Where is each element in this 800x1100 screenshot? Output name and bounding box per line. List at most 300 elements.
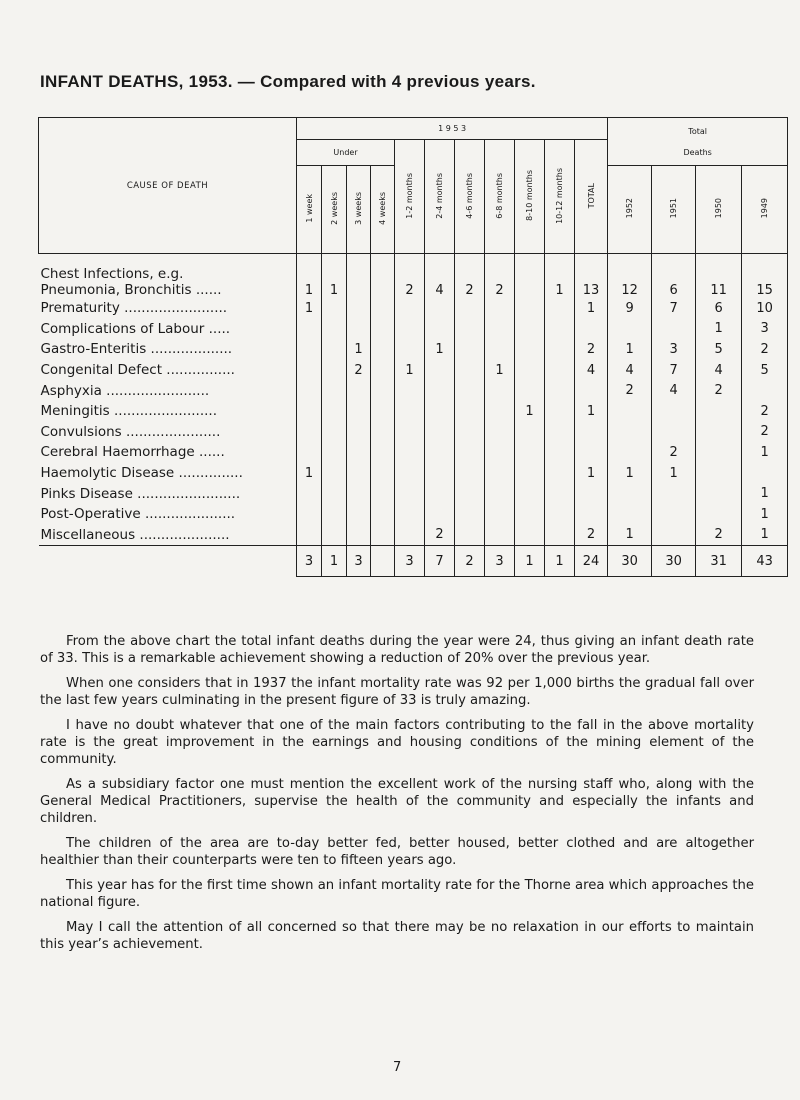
col-header xyxy=(575,140,608,254)
value-cell: 11 xyxy=(696,254,742,299)
value-cell xyxy=(515,442,545,463)
value-cell xyxy=(545,319,575,340)
col-header xyxy=(545,140,575,254)
value-cell xyxy=(575,483,608,504)
value-cell xyxy=(322,504,347,525)
col-header xyxy=(297,166,322,254)
col-header-label: 4-6 months xyxy=(465,172,474,219)
value-cell xyxy=(485,401,515,422)
value-cell xyxy=(545,380,575,401)
col-header-label: 1-2 months xyxy=(405,172,414,219)
col-header-label: 1950 xyxy=(714,198,724,219)
value-cell xyxy=(425,442,455,463)
value-cell xyxy=(545,401,575,422)
col-header xyxy=(652,166,696,254)
value-cell: 4 xyxy=(575,360,608,381)
value-cell: 1 xyxy=(575,401,608,422)
value-cell xyxy=(371,422,395,443)
cause-label: Chest Infections, e.g. xyxy=(40,266,184,282)
value-cell xyxy=(395,401,425,422)
value-cell xyxy=(395,442,425,463)
value-cell xyxy=(608,401,652,422)
cause-label: Convulsions ...................... xyxy=(40,423,221,440)
value-cell xyxy=(371,298,395,319)
total-header-line1: Total xyxy=(688,126,707,136)
value-cell xyxy=(297,380,322,401)
value-cell xyxy=(545,339,575,360)
paragraph: This year has for the first time shown an infant mortality rate for the Thorne area which approaches the national figure. xyxy=(40,878,754,910)
value-cell xyxy=(322,401,347,422)
value-cell xyxy=(395,298,425,319)
cause-cell xyxy=(39,422,297,443)
table-row xyxy=(39,319,788,340)
value-cell xyxy=(455,422,485,443)
value-cell: 4 xyxy=(608,360,652,381)
value-cell xyxy=(652,483,696,504)
value-cell: 6 xyxy=(652,254,696,299)
value-cell xyxy=(652,422,696,443)
cause-cell xyxy=(39,319,297,340)
value-cell xyxy=(515,504,545,525)
col-header-label: 2-4 months xyxy=(435,172,444,219)
cause-cell xyxy=(39,442,297,463)
value-cell xyxy=(575,422,608,443)
total-cell: 1 xyxy=(515,546,545,577)
value-cell xyxy=(608,422,652,443)
totals-row xyxy=(39,546,788,577)
value-cell xyxy=(545,504,575,525)
value-cell xyxy=(371,339,395,360)
value-cell xyxy=(455,319,485,340)
value-cell: 2 xyxy=(742,401,788,422)
value-cell xyxy=(575,442,608,463)
cause-label: Post-Operative ..................... xyxy=(40,506,236,523)
table-row xyxy=(39,401,788,422)
value-cell: 10 xyxy=(742,298,788,319)
value-cell xyxy=(485,422,515,443)
value-cell: 2 xyxy=(347,360,371,381)
value-cell xyxy=(455,380,485,401)
value-cell xyxy=(297,422,322,443)
under-header: Under xyxy=(297,140,395,166)
value-cell: 1 xyxy=(545,254,575,299)
cause-label: Miscellaneous ..................... xyxy=(40,526,230,543)
col-header-label: 8-10 months xyxy=(525,170,534,221)
total-cell: 2 xyxy=(455,546,485,577)
col-header-label: TOTAL xyxy=(586,182,596,209)
value-cell xyxy=(322,463,347,484)
col-header xyxy=(371,166,395,254)
value-cell: 1 xyxy=(608,463,652,484)
value-cell xyxy=(515,298,545,319)
col-header xyxy=(347,166,371,254)
value-cell: 5 xyxy=(742,360,788,381)
total-cell: 1 xyxy=(322,546,347,577)
value-cell xyxy=(371,442,395,463)
value-cell xyxy=(545,360,575,381)
value-cell: 6 xyxy=(696,298,742,319)
table-row xyxy=(39,504,788,525)
value-cell xyxy=(485,380,515,401)
value-cell xyxy=(515,360,545,381)
value-cell xyxy=(608,504,652,525)
value-cell xyxy=(322,422,347,443)
value-cell xyxy=(515,422,545,443)
value-cell xyxy=(455,442,485,463)
value-cell: 2 xyxy=(696,380,742,401)
value-cell: 13 xyxy=(575,254,608,299)
value-cell xyxy=(395,422,425,443)
value-cell xyxy=(395,319,425,340)
value-cell: 2 xyxy=(696,525,742,546)
value-cell xyxy=(696,504,742,525)
value-cell: 1 xyxy=(696,319,742,340)
value-cell xyxy=(371,483,395,504)
cause-cell xyxy=(39,483,297,504)
value-cell xyxy=(425,401,455,422)
value-cell xyxy=(395,483,425,504)
col-header xyxy=(696,166,742,254)
value-cell: 15 xyxy=(742,254,788,299)
cause-cell xyxy=(39,504,297,525)
value-cell xyxy=(297,483,322,504)
value-cell xyxy=(322,483,347,504)
value-cell: 1 xyxy=(322,254,347,299)
value-cell: 2 xyxy=(575,525,608,546)
page-number: 7 xyxy=(393,1060,402,1075)
value-cell: 2 xyxy=(575,339,608,360)
value-cell xyxy=(297,360,322,381)
value-cell xyxy=(575,319,608,340)
value-cell xyxy=(395,339,425,360)
value-cell xyxy=(347,380,371,401)
col-header xyxy=(425,140,455,254)
total-cell xyxy=(371,546,395,577)
value-cell xyxy=(371,319,395,340)
value-cell: 4 xyxy=(652,380,696,401)
col-header xyxy=(395,140,425,254)
cause-label: Prematurity ........................ xyxy=(40,300,228,317)
value-cell xyxy=(485,483,515,504)
value-cell xyxy=(297,442,322,463)
value-cell xyxy=(485,504,515,525)
total-cell: 3 xyxy=(395,546,425,577)
value-cell xyxy=(545,525,575,546)
commentary-text xyxy=(40,633,754,961)
value-cell xyxy=(425,380,455,401)
table-row xyxy=(39,483,788,504)
value-cell xyxy=(347,319,371,340)
value-cell: 9 xyxy=(608,298,652,319)
paragraph: The children of the area are to-day better fed, better housed, better clothed and are altogether healthier than their counterparts were ten to fifteen years ago. xyxy=(40,836,754,868)
value-cell xyxy=(347,483,371,504)
table-row xyxy=(39,442,788,463)
total-cell: 43 xyxy=(742,546,788,577)
value-cell xyxy=(485,298,515,319)
value-cell xyxy=(515,380,545,401)
col-header-label: 1952 xyxy=(625,198,635,219)
value-cell: 3 xyxy=(742,319,788,340)
total-cell: 24 xyxy=(575,546,608,577)
col-header-label: 3 weeks xyxy=(354,192,363,225)
value-cell xyxy=(322,298,347,319)
table-row xyxy=(39,422,788,443)
total-cell: 30 xyxy=(608,546,652,577)
cause-cell xyxy=(39,254,297,299)
value-cell xyxy=(425,422,455,443)
paragraph: From the above chart the total infant deaths during the year were 24, thus giving an infant death rate of 33. This is a remarkable achievement showing a reduction of 20% over the previous year. xyxy=(40,634,754,666)
value-cell: 1 xyxy=(297,254,322,299)
value-cell xyxy=(455,401,485,422)
value-cell: 5 xyxy=(696,339,742,360)
cause-label: Meningitis ........................ xyxy=(40,403,217,420)
value-cell xyxy=(347,442,371,463)
value-cell xyxy=(371,504,395,525)
total-header-line2: Deaths xyxy=(683,147,712,157)
total-cell: 31 xyxy=(696,546,742,577)
value-cell xyxy=(608,442,652,463)
total-cell: 3 xyxy=(347,546,371,577)
value-cell xyxy=(652,504,696,525)
value-cell xyxy=(485,525,515,546)
value-cell xyxy=(425,319,455,340)
value-cell xyxy=(575,380,608,401)
value-cell: 2 xyxy=(455,254,485,299)
value-cell: 1 xyxy=(297,463,322,484)
value-cell xyxy=(455,298,485,319)
value-cell xyxy=(371,380,395,401)
value-cell xyxy=(371,401,395,422)
value-cell xyxy=(322,525,347,546)
value-cell xyxy=(545,483,575,504)
value-cell: 1 xyxy=(742,483,788,504)
value-cell: 1 xyxy=(742,525,788,546)
value-cell xyxy=(347,401,371,422)
value-cell: 2 xyxy=(742,422,788,443)
value-cell xyxy=(455,463,485,484)
value-cell xyxy=(347,298,371,319)
value-cell xyxy=(297,401,322,422)
value-cell xyxy=(347,254,371,299)
col-header xyxy=(515,140,545,254)
cause-label: Asphyxia ........................ xyxy=(40,382,210,399)
col-header-label: 1949 xyxy=(760,198,770,219)
value-cell xyxy=(515,525,545,546)
table-row xyxy=(39,380,788,401)
cause-cell xyxy=(39,380,297,401)
value-cell xyxy=(652,525,696,546)
value-cell xyxy=(455,483,485,504)
table-row xyxy=(39,525,788,546)
value-cell: 1 xyxy=(395,360,425,381)
col-header xyxy=(742,166,788,254)
value-cell xyxy=(371,360,395,381)
value-cell: 12 xyxy=(608,254,652,299)
paragraph: When one considers that in 1937 the infant mortality rate was 92 per 1,000 births the gradual fall over the last few years culminating in the present figure of 33 is truly amazing. xyxy=(40,676,754,708)
value-cell xyxy=(608,483,652,504)
value-cell: 1 xyxy=(575,298,608,319)
value-cell xyxy=(425,483,455,504)
value-cell xyxy=(696,422,742,443)
cause-cell xyxy=(39,401,297,422)
value-cell: 1 xyxy=(515,401,545,422)
value-cell: 1 xyxy=(425,339,455,360)
value-cell xyxy=(485,319,515,340)
value-cell xyxy=(455,525,485,546)
value-cell xyxy=(347,525,371,546)
value-cell xyxy=(322,339,347,360)
value-cell xyxy=(455,360,485,381)
value-cell: 1 xyxy=(297,298,322,319)
cause-label: Pneumonia, Bronchitis ...... xyxy=(40,282,222,298)
value-cell: 4 xyxy=(696,360,742,381)
value-cell: 7 xyxy=(652,298,696,319)
value-cell xyxy=(371,525,395,546)
value-cell: 2 xyxy=(652,442,696,463)
value-cell xyxy=(545,442,575,463)
table-row xyxy=(39,360,788,381)
value-cell xyxy=(696,401,742,422)
value-cell xyxy=(485,339,515,360)
value-cell xyxy=(395,504,425,525)
col-header xyxy=(608,166,652,254)
value-cell xyxy=(425,360,455,381)
cause-label: Haemolytic Disease ............... xyxy=(40,465,243,482)
total-deaths-header xyxy=(608,118,788,166)
value-cell xyxy=(425,298,455,319)
value-cell xyxy=(297,504,322,525)
cause-cell xyxy=(39,339,297,360)
value-cell xyxy=(297,525,322,546)
year-header: 1 9 5 3 xyxy=(297,118,608,140)
value-cell xyxy=(575,504,608,525)
value-cell xyxy=(322,442,347,463)
infant-deaths-table xyxy=(38,117,788,577)
cause-cell xyxy=(39,463,297,484)
col-header-label: 10-12 months xyxy=(555,167,564,224)
table-row xyxy=(39,298,788,319)
value-cell xyxy=(652,401,696,422)
paragraph: I have no doubt whatever that one of the main factors contributing to the fall in the above mortality rate is the great improvement in the earnings and housing conditions of the mining element of the community. xyxy=(40,718,754,767)
value-cell: 2 xyxy=(485,254,515,299)
value-cell: 1 xyxy=(742,504,788,525)
cause-cell xyxy=(39,298,297,319)
value-cell xyxy=(395,463,425,484)
value-cell xyxy=(425,463,455,484)
value-cell xyxy=(395,525,425,546)
value-cell xyxy=(485,442,515,463)
value-cell xyxy=(652,319,696,340)
paragraph: May I call the attention of all concerned so that there may be no relaxation in our efforts to maintain this year’s achievement. xyxy=(40,920,754,952)
value-cell xyxy=(515,319,545,340)
value-cell: 2 xyxy=(395,254,425,299)
cause-label: Complications of Labour ..... xyxy=(40,320,231,337)
value-cell xyxy=(608,319,652,340)
value-cell xyxy=(696,442,742,463)
col-header xyxy=(485,140,515,254)
cause-label: Cerebral Haemorrhage ...... xyxy=(40,444,225,461)
value-cell: 4 xyxy=(425,254,455,299)
total-cell: 7 xyxy=(425,546,455,577)
cause-label: Congenital Defect ................ xyxy=(40,362,235,379)
value-cell: 1 xyxy=(575,463,608,484)
value-cell: 1 xyxy=(652,463,696,484)
total-cell: 30 xyxy=(652,546,696,577)
table-row xyxy=(39,339,788,360)
value-cell xyxy=(322,319,347,340)
col-header xyxy=(322,166,347,254)
paragraph: As a subsidiary factor one must mention the excellent work of the nursing staff who, along with the General Medical Practitioners, supervise the health of the community and especially the infants and children. xyxy=(40,777,754,826)
value-cell: 1 xyxy=(608,339,652,360)
table-row xyxy=(39,254,788,299)
value-cell xyxy=(297,339,322,360)
value-cell xyxy=(347,504,371,525)
table-row xyxy=(39,463,788,484)
col-header-label: 2 weeks xyxy=(329,192,339,225)
value-cell: 7 xyxy=(652,360,696,381)
table-header xyxy=(39,118,788,254)
col-header-label: 1 week xyxy=(304,194,314,223)
value-cell: 1 xyxy=(347,339,371,360)
value-cell xyxy=(395,380,425,401)
cause-label: Gastro-Enteritis ................... xyxy=(40,341,233,358)
total-cell: 1 xyxy=(545,546,575,577)
value-cell xyxy=(322,380,347,401)
value-cell xyxy=(515,254,545,299)
value-cell xyxy=(545,463,575,484)
value-cell: 1 xyxy=(742,442,788,463)
value-cell xyxy=(425,504,455,525)
value-cell xyxy=(322,360,347,381)
value-cell: 1 xyxy=(608,525,652,546)
value-cell xyxy=(297,319,322,340)
value-cell xyxy=(515,339,545,360)
cause-header: CAUSE OF DEATH xyxy=(39,118,297,254)
cause-cell xyxy=(39,525,297,546)
value-cell: 1 xyxy=(485,360,515,381)
cause-cell xyxy=(39,360,297,381)
value-cell: 2 xyxy=(742,339,788,360)
value-cell xyxy=(455,504,485,525)
value-cell xyxy=(515,483,545,504)
page-title: INFANT DEATHS, 1953. — Compared with 4 previous years. xyxy=(40,72,536,91)
value-cell xyxy=(371,254,395,299)
table-body xyxy=(39,254,788,546)
totals-label-cell xyxy=(39,546,297,577)
col-header-label: 4 weeks xyxy=(378,192,387,225)
value-cell xyxy=(696,463,742,484)
value-cell xyxy=(696,483,742,504)
value-cell: 3 xyxy=(652,339,696,360)
value-cell xyxy=(742,380,788,401)
value-cell xyxy=(347,463,371,484)
cause-label: Pinks Disease ........................ xyxy=(40,485,241,502)
value-cell xyxy=(515,463,545,484)
value-cell xyxy=(742,463,788,484)
value-cell xyxy=(371,463,395,484)
value-cell xyxy=(455,339,485,360)
value-cell xyxy=(545,298,575,319)
col-header-label: 1951 xyxy=(669,198,679,219)
value-cell: 2 xyxy=(608,380,652,401)
value-cell xyxy=(545,422,575,443)
total-cell: 3 xyxy=(297,546,322,577)
value-cell: 2 xyxy=(425,525,455,546)
value-cell xyxy=(347,422,371,443)
col-header-label: 6-8 months xyxy=(495,172,504,219)
total-cell: 3 xyxy=(485,546,515,577)
value-cell xyxy=(485,463,515,484)
